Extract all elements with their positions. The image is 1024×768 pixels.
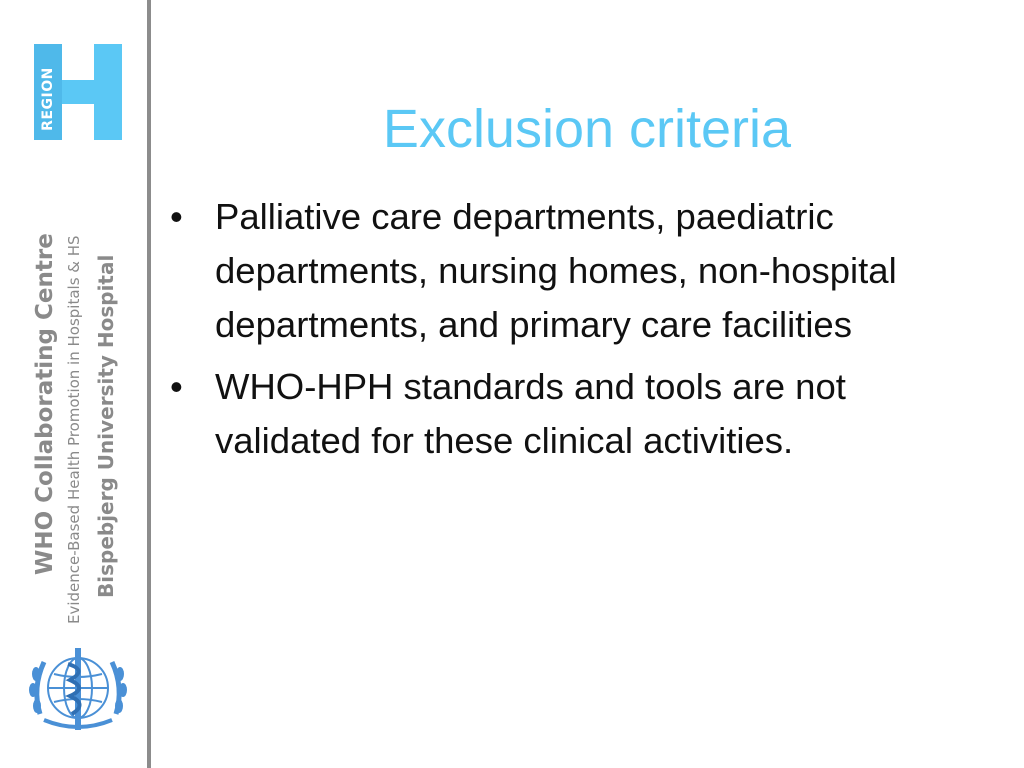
bullet-text: Palliative care departments, paediatric departments, nursing homes, non-hospital departments, and primary care facilities <box>215 196 897 345</box>
sidebar <box>0 0 150 768</box>
bullet-item <box>168 190 948 352</box>
slide-title: Exclusion criteria <box>382 99 792 160</box>
bullet-item <box>168 360 948 468</box>
bullet-icon: • <box>170 196 183 237</box>
region-logo-text: REGION <box>40 67 57 131</box>
evidence-based-health-promotion-label: Evidence-Based Health Promotion in Hospitals & HS <box>65 235 83 624</box>
bispebjerg-university-hospital-label: Bispebjerg University Hospital <box>94 254 118 598</box>
who-collaborating-centre-label: WHO Collaborating Centre <box>32 233 58 575</box>
bullet-text: WHO-HPH standards and tools are not validated for these clinical activities. <box>215 366 846 461</box>
bullet-icon: • <box>170 366 183 407</box>
bullet-list <box>168 190 948 476</box>
who-emblem-icon <box>24 634 132 742</box>
